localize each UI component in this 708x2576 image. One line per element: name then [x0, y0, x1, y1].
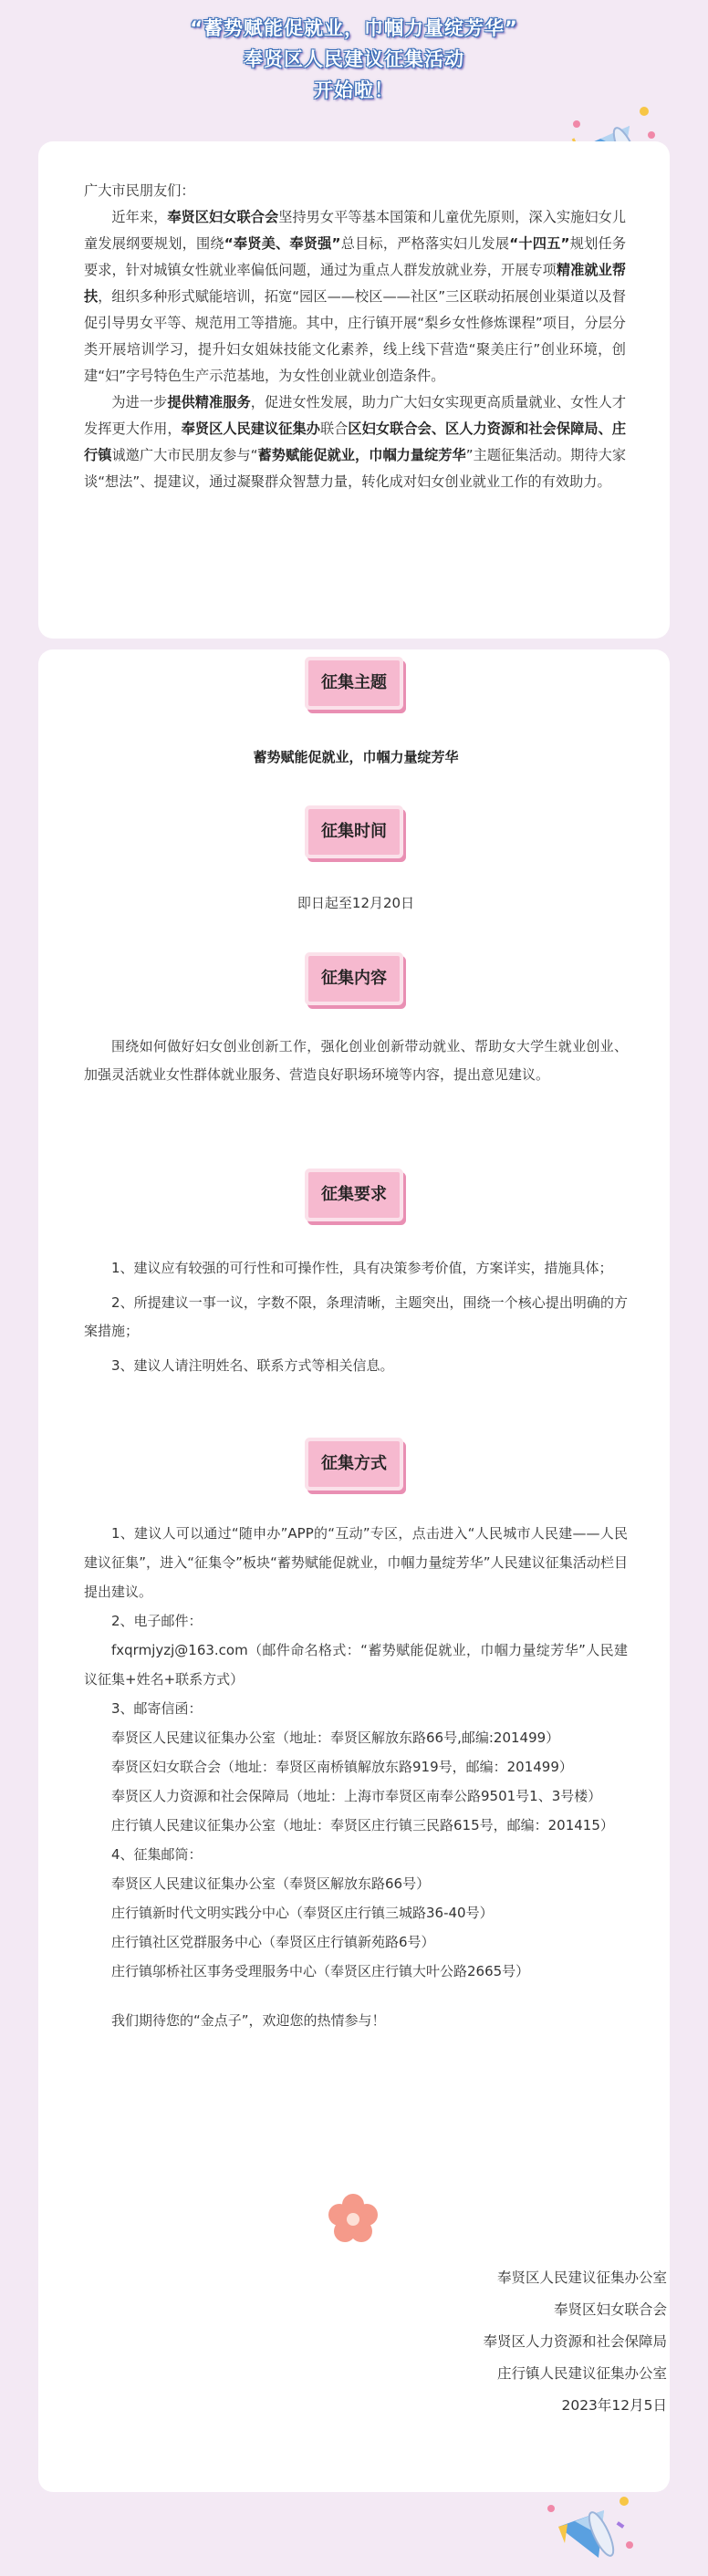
body-text: 规划任务要求，针对城镇女性就业率偏低问题，通过为重点人群发放就业券，开展专项: [84, 235, 626, 278]
body-text: ，促进女性发展，助力广大妇女实现更高质量就业、女性人才发挥更大作用，: [84, 394, 627, 437]
mailbox-item: 庄行镇新时代文明实践分中心（奉贤区庄行镇三城路36-40号）: [111, 1905, 494, 1921]
requirement-item: 2、所提建议一事一议，字数不限，条理清晰，主题突出，围绕一个核心提出明确的方案措施；: [84, 1294, 628, 1339]
emphasis-text: 蓄势赋能促就业，巾帼力量绽芳华: [257, 447, 466, 463]
method-app: 1、建议人可以通过“随申办”APP的“互动”专区，点击进入“人民城市人民建——人民建议征集”，进入“征集令”板块“蓄势赋能促就业，巾帼力量绽芳华”人民建议征集活动栏目提出建议。: [84, 1525, 628, 1600]
closing-text: 我们期待您的“金点子”，欢迎您的热情参与！: [111, 2012, 386, 2029]
emphasis-text: “十四五”: [509, 235, 570, 252]
party-horn-icon: [538, 2490, 648, 2576]
body-text: ，组织多种形式赋能培训，拓宽“园区——校区——社区”三区联动拓展创业渠道以及督促引导男女平等、规范用工等措施。其中，庄行镇开展“梨乡女性修炼课程”项目，分层分类开展培训学习，提升妇女姐妹技能文化素养，线上线下营造“聚美庄行”创业环境，创建“妇”字号特色生产示范基地，为女性创业就业创造条件。: [84, 288, 626, 384]
intro-paragraph-2: [84, 390, 626, 495]
time-content: 即日起至12月20日: [297, 895, 415, 911]
body-text: 联合: [319, 421, 349, 437]
signature-org: 奉贤区妇女联合会: [553, 2301, 667, 2318]
intro-text: [38, 141, 670, 495]
method-email-label: 2、电子邮件：: [111, 1613, 203, 1629]
content-paragraph: 围绕如何做好妇女创业创新工作，强化创业创新带动就业、帮助女大学生就业创业、加强灵活就业女性群体就业服务、营造良好职场环境等内容，提出意见建议。: [84, 1038, 628, 1083]
intro-card: [38, 141, 670, 639]
signature-block: [483, 2262, 667, 2422]
signature-org: 庄行镇人民建议征集办公室: [496, 2365, 667, 2382]
signature-org: 奉贤区人力资源和社会保障局: [483, 2333, 667, 2350]
section-title-requirements: 征集要求: [308, 1172, 400, 1218]
requirements-list: [84, 1254, 628, 1380]
signature-date: 2023年12月5日: [561, 2397, 667, 2414]
theme-content: 蓄势赋能促就业，巾帼力量绽芳华: [253, 749, 459, 765]
flower-icon: [321, 2187, 385, 2251]
section-title-time: 征集时间: [308, 809, 400, 855]
intro-paragraph-1: [84, 204, 626, 390]
section-title-content: 征集内容: [308, 956, 400, 1002]
requirement-item: 1、建议应有较强的可行性和可操作性，具有决策参考价值，方案详实，措施具体；: [111, 1260, 613, 1276]
body-text: ”主题征集活动。期待大家谈“想法”、提建议，通过凝聚群众智慧力量，转化成对妇女创业就业工作的有效助力。: [84, 447, 627, 490]
methods-list: [84, 1519, 628, 2035]
body-text: 近年来，: [111, 209, 168, 225]
mailbox-item: 庄行镇社区党群服务中心（奉贤区庄行镇新苑路6号）: [111, 1934, 435, 1950]
header-slogan: “蓄势赋能促就业，巾帼力量绽芳华”: [190, 17, 518, 39]
emphasis-text: 奉贤区妇女联合会: [167, 209, 279, 225]
greeting: 广大市民朋友们：: [84, 182, 195, 199]
address-item: 奉贤区人力资源和社会保障局（地址：上海市奉贤区南奉公路9501号1、3号楼）: [111, 1788, 602, 1804]
body-text: 诚邀广大市民朋友参与“: [111, 447, 258, 463]
address-item: 庄行镇人民建议征集办公室（地址：奉贤区庄行镇三民路615号，邮编：201415）: [111, 1817, 614, 1833]
address-item: 奉贤区妇女联合会（地址：奉贤区南桥镇解放东路919号，邮编：201499）: [111, 1759, 573, 1775]
method-email: fxqrmjyzj@163.com（邮件命名格式：“蓄势赋能促就业，巾帼力量绽芳华”人民建议征集+姓名+联系方式）: [84, 1642, 628, 1688]
mailbox-item: 奉贤区人民建议征集办公室（奉贤区解放东路66号）: [111, 1875, 431, 1892]
address-item: 奉贤区人民建议征集办公室（地址：奉贤区解放东路66号,邮编:201499）: [111, 1729, 560, 1746]
content-text: [84, 1033, 628, 1089]
emphasis-text: 精准就业帮扶: [84, 262, 627, 305]
section-title-methods: 征集方式: [308, 1441, 400, 1487]
body-text: 总目标，严格落实妇儿发展: [340, 235, 510, 252]
emphasis-text: 奉贤区人民建议征集办: [181, 421, 320, 437]
body-text: 坚持男女平等基本国策和儿童优先原则，深入实施妇女儿童发展纲要规划，围绕: [84, 209, 627, 252]
header-title: 奉贤区人民建议征集活动: [244, 48, 464, 70]
requirement-item: 3、建议人请注明姓名、联系方式等相关信息。: [111, 1357, 394, 1374]
body-text: 为进一步: [111, 394, 168, 410]
emphasis-text: 区妇女联合会、区人力资源和社会保障局、庄行镇: [84, 421, 627, 463]
method-mailbox-label: 4、征集邮筒：: [111, 1846, 203, 1863]
header-subtitle: 开始啦！: [314, 79, 394, 101]
mailbox-item: 庄行镇邬桥社区事务受理服务中心（奉贤区庄行镇大叶公路2665号）: [111, 1963, 530, 1979]
emphasis-text: 提供精准服务: [167, 394, 251, 410]
emphasis-text: “奉贤美、奉贤强”: [224, 235, 341, 252]
method-mail-label: 3、邮寄信函：: [111, 1700, 203, 1717]
section-title-theme: 征集主题: [308, 660, 400, 706]
signature-org: 奉贤区人民建议征集办公室: [496, 2270, 667, 2286]
